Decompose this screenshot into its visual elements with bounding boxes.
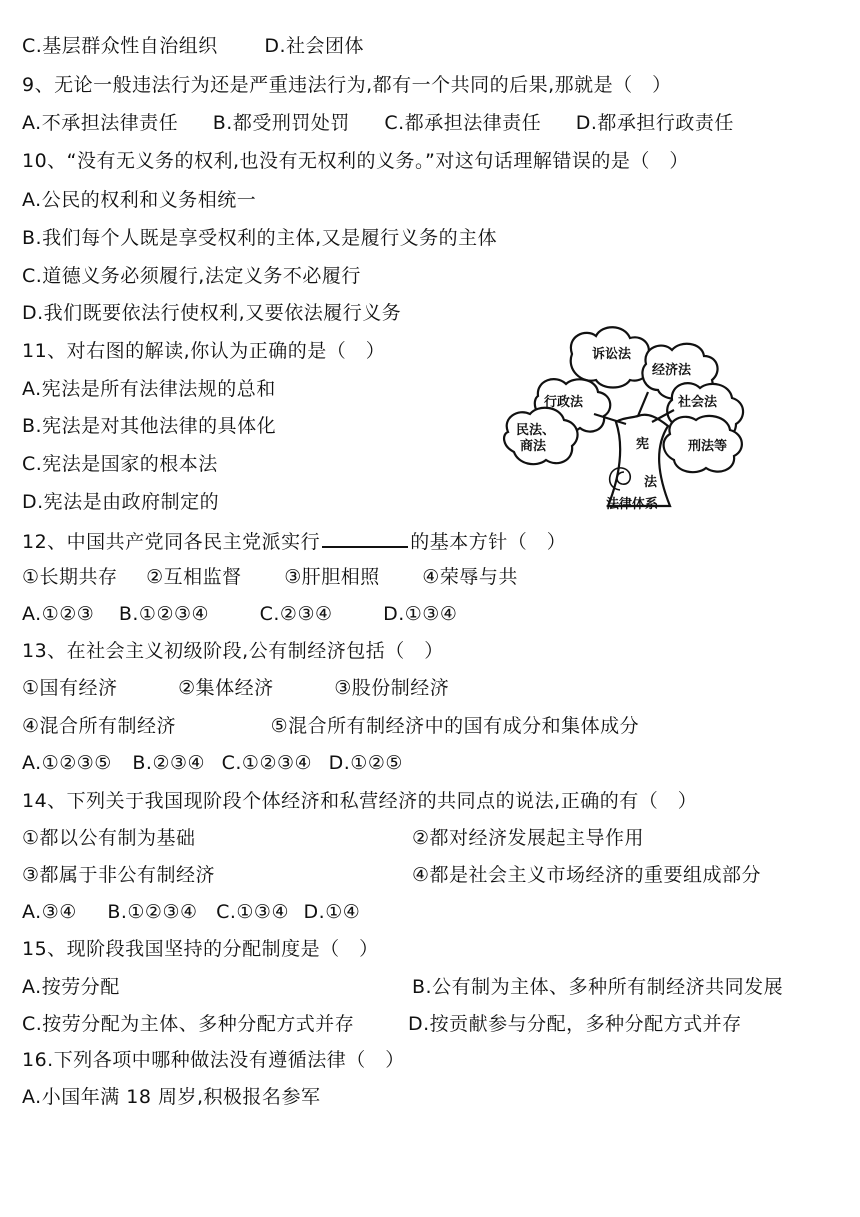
q11-option-b: B.宪法是对其他法律的具体化	[22, 415, 277, 437]
q10-option-a: A.公民的权利和义务相统一	[22, 189, 257, 211]
q12-items	[22, 564, 518, 590]
trunk-label-bottom: 法	[644, 475, 658, 490]
q13-items-row1	[22, 675, 449, 701]
q11-option-d: D.宪法是由政府制定的	[22, 491, 220, 513]
q15-option-d: D.按贡献参与分配，多种分配方式并存	[408, 1013, 742, 1035]
q14-item-1: ①都以公有制为基础	[22, 827, 196, 849]
q11-stem: 11、对右图的解读,你认为正确的是（ ）	[22, 340, 386, 362]
q12-item-1: ①长期共存	[22, 566, 118, 588]
q13-option-a: A.①②③⑤	[22, 752, 112, 774]
q15-option-a: A.按劳分配	[22, 976, 120, 998]
legal-system-tree-figure	[498, 326, 788, 516]
q13-item-4: ④混合所有制经济	[22, 715, 177, 737]
leaf-label-criminal: 刑法等	[688, 439, 728, 454]
q14-item-4: ④都是社会主义市场经济的重要组成部分	[412, 864, 762, 886]
q8-option-d: D.社会团体	[264, 35, 365, 57]
q16-stem: 16.下列各项中哪种做法没有遵循法律（ ）	[22, 1049, 405, 1071]
q10-option-d: D.我们既要依法行使权利,又要依法履行义务	[22, 302, 402, 324]
q12-option-b: B.①②③④	[118, 603, 210, 625]
q14-option-c: C.①③④	[216, 901, 289, 923]
figure-caption: 法律体系	[606, 497, 659, 512]
leaf-label-commercial: 商法	[520, 439, 547, 454]
tree-trunk	[608, 415, 670, 506]
q14-option-a: A.③④	[22, 901, 77, 923]
q11-option-c: C.宪法是国家的根本法	[22, 453, 218, 475]
q13-item-5: ⑤混合所有制经济中的国有成分和集体成分	[270, 715, 640, 737]
q13-options	[22, 750, 403, 776]
leaf-label-litigation: 诉讼法	[592, 347, 632, 362]
q13-item-3: ③股份制经济	[334, 677, 450, 699]
q14-items-row2	[22, 862, 215, 888]
q12-stem-after: 的基本方针（ ）	[410, 531, 567, 553]
q12-item-2: ②互相监督	[146, 566, 242, 588]
leaf-label-economic: 经济法	[652, 363, 692, 378]
q12-item-3: ③肝胆相照	[284, 566, 380, 588]
q8-options	[22, 33, 364, 59]
q15-stem: 15、现阶段我国坚持的分配制度是（ ）	[22, 938, 379, 960]
q12-item-4: ④荣辱与共	[422, 566, 518, 588]
q12-option-a: A.①②③	[22, 603, 95, 625]
q9-stem: 9、无论一般违法行为还是严重违法行为,都有一个共同的后果,那就是（ ）	[22, 74, 672, 96]
q13-item-2: ②集体经济	[178, 677, 274, 699]
q14-option-b: B.①②③④	[107, 901, 198, 923]
trunk-label-top: 宪	[636, 437, 650, 452]
q13-stem: 13、在社会主义初级阶段,公有制经济包括（ ）	[22, 640, 444, 662]
q14-items-row1	[22, 825, 196, 851]
q12-options	[22, 601, 457, 627]
q12-blank	[322, 526, 408, 548]
q15-option-b: B.公有制为主体、多种所有制经济共同发展	[412, 976, 784, 998]
q14-stem: 14、下列关于我国现阶段个体经济和私营经济的共同点的说法,正确的有（ ）	[22, 790, 698, 812]
q12-stem	[22, 526, 566, 555]
q10-stem: 10、“没有无义务的权利,也没有无权利的义务。”对这句话理解错误的是（ ）	[22, 150, 689, 172]
leaf-label-social: 社会法	[678, 395, 718, 410]
q9-options	[22, 110, 734, 136]
leaf-label-administrative: 行政法	[544, 395, 584, 410]
q14-item-3: ③都属于非公有制经济	[22, 864, 216, 886]
q12-stem-before: 12、中国共产党同各民主党派实行	[22, 531, 321, 553]
q9-option-b: B.都受刑罚处罚	[212, 112, 350, 134]
q12-option-c: C.②③④	[259, 603, 333, 625]
q9-option-c: C.都承担法律责任	[384, 112, 542, 134]
q10-option-b: B.我们每个人既是享受权利的主体,又是履行义务的主体	[22, 227, 498, 249]
q14-option-d: D.①④	[303, 901, 361, 923]
q8-option-c: C.基层群众性自治组织	[22, 35, 218, 57]
q13-option-d: D.①②⑤	[328, 752, 403, 774]
q14-item-2: ②都对经济发展起主导作用	[412, 827, 645, 849]
q11-option-a: A.宪法是所有法律法规的总和	[22, 378, 276, 400]
q14-options	[22, 899, 360, 925]
q16-option-a: A.小国年满 18 周岁,积极报名参军	[22, 1086, 321, 1108]
q9-option-a: A.不承担法律责任	[22, 112, 179, 134]
q13-items-row2	[22, 713, 639, 739]
leaf-label-civil: 民法、	[516, 423, 556, 438]
q12-option-d: D.①③④	[383, 603, 458, 625]
q13-option-b: B.②③④	[132, 752, 206, 774]
q10-option-c: C.道德义务必须履行,法定义务不必履行	[22, 265, 361, 287]
q9-option-d: D.都承担行政责任	[575, 112, 734, 134]
q15-option-c: C.按劳分配为主体、多种分配方式并存	[22, 1013, 355, 1035]
q13-item-1: ①国有经济	[22, 677, 118, 699]
q13-option-c: C.①②③④	[221, 752, 313, 774]
